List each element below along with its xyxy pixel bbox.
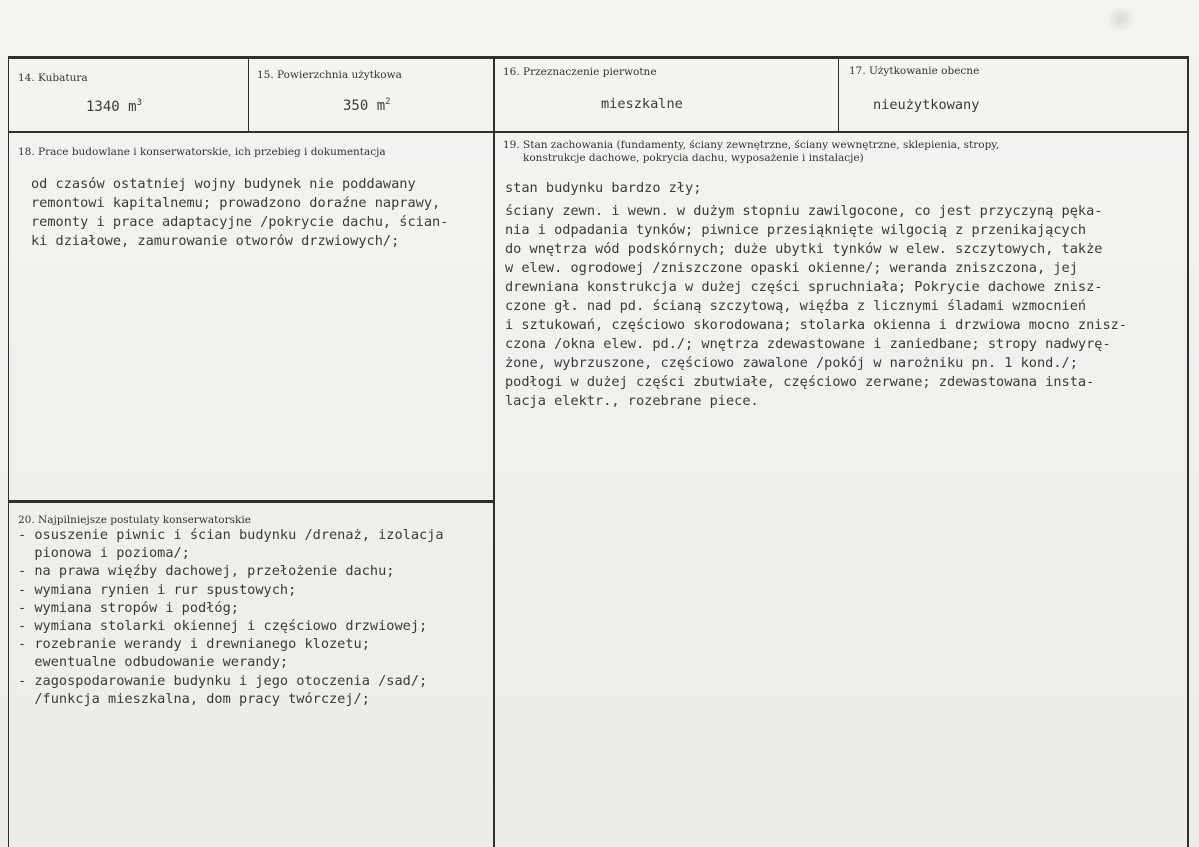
field-18-label: 18. Prace budowlane i konserwatorskie, ich przebieg i dokumentacja [18, 146, 386, 158]
text-line: remonty i prace adaptacyjne /pokrycie dachu, ścian- [31, 214, 449, 230]
text-line: nia i odpadania tynków; piwnice przesiąknięte wilgocią z przenikających [505, 222, 1087, 238]
text-line: remontowi kapitalnemu; prowadzono doraźne naprawy, [31, 195, 441, 211]
field-15-exponent: 2 [385, 97, 391, 107]
list-item: - na prawa więźby dachowej, przełożenie dachu; [18, 563, 395, 580]
right-border [1187, 56, 1189, 847]
field-17-label: 17. Użytkowanie obecne [849, 65, 980, 77]
text-line: czone gł. nad pd. ścianą szczytową, więźba z licznymi śladami wzmocnień [505, 298, 1087, 314]
left-border [8, 56, 9, 847]
field-15-value [343, 97, 391, 114]
field-20-list [18, 526, 444, 708]
field-19-intro: stan budynku bardzo zły; [505, 180, 702, 196]
text-line: podłogi w dużej części zbutwiałe, częściowo zerwane; zdewastowana insta- [505, 374, 1095, 390]
field-16-label: 16. Przeznaczenie pierwotne [503, 66, 657, 78]
list-item: ewentualne odbudowanie werandy; [18, 654, 289, 671]
field-14-exponent: 3 [136, 98, 142, 108]
list-item: - wymiana rynien i rur spustowych; [18, 581, 297, 598]
row1-bottom-rule [8, 131, 1189, 133]
list-item: - wymiana stropów i podłóg; [18, 599, 239, 616]
field-19-label-line2: konstrukcje dachowe, pokrycia dachu, wyposażenie i instalacje) [523, 152, 864, 164]
field-19-text [505, 202, 1127, 411]
text-line: w elew. ogrodowej /zniszczone opaski okienne/; weranda zniszczona, jej [505, 260, 1078, 276]
divider-16-17 [838, 58, 839, 132]
text-line: ściany zewn. i wewn. w dużym stopniu zawilgocone, co jest przyczyną pęka- [505, 203, 1103, 219]
list-item: - rozebranie werandy i drewnianego klozetu; [18, 636, 370, 653]
text-line: żone, wybrzuszone, częściowo zawalone /pokój w narożniku pn. 1 kond./; [505, 355, 1078, 371]
text-line: i sztukowań, częściowo skorodowana; stolarka okienna i drzwiowa mocno znisz- [505, 317, 1127, 333]
field-18-text [31, 175, 448, 251]
paper-stain [1103, 8, 1139, 30]
field-15-label: 15. Powierzchnia użytkowa [257, 69, 402, 81]
field-15-number: 350 m [343, 98, 386, 114]
field-14-number: 1340 m [86, 99, 137, 115]
list-item: - wymiana stolarki okiennej i częściowo drzwiowej; [18, 617, 428, 634]
text-line: drewniana konstrukcja w dużej części spruchniała; Pokrycie dachowe znisz- [505, 279, 1103, 295]
text-line: od czasów ostatniej wojny budynek nie poddawany [31, 176, 416, 192]
list-item: /funkcja mieszkalna, dom pracy twórczej/; [18, 690, 370, 707]
list-item: - zagospodarowanie budynku i jego otoczenia /sad/; [18, 672, 428, 689]
top-thick-rule [8, 56, 1189, 59]
list-item: pionowa i pozioma/; [18, 545, 190, 562]
text-line: ki działowe, zamurowanie otworów drzwiowych/; [31, 233, 400, 249]
list-item: - osuszenie piwnic i ścian budynku /drenaż, izolacja [18, 527, 444, 543]
divider-15-16 [493, 58, 495, 847]
text-line: czona /okna elew. pd./; wnętrza zdewastowane i zaniedbane; stropy nadwyrę- [505, 336, 1111, 352]
field-14-value [86, 98, 142, 115]
text-line: lacja elektr., rozebrane piece. [505, 393, 759, 409]
field-14-label: 14. Kubatura [18, 72, 88, 84]
divider-14-15 [248, 58, 249, 132]
text-line: do wnętrza wód podskórnych; duże ubytki tynków w elew. szczytowych, także [505, 241, 1103, 257]
field-17-value: nieużytkowany [873, 97, 980, 113]
field-16-value: mieszkalne [601, 96, 683, 112]
field-19-label-line1: 19. Stan zachowania (fundamenty, ściany zewnętrzne, ściany wewnętrzne, sklepienia, stropy, [503, 139, 1000, 151]
field-20-label: 20. Najpilniejsze postulaty konserwatorskie [18, 514, 251, 526]
section20-top-rule [8, 500, 494, 503]
